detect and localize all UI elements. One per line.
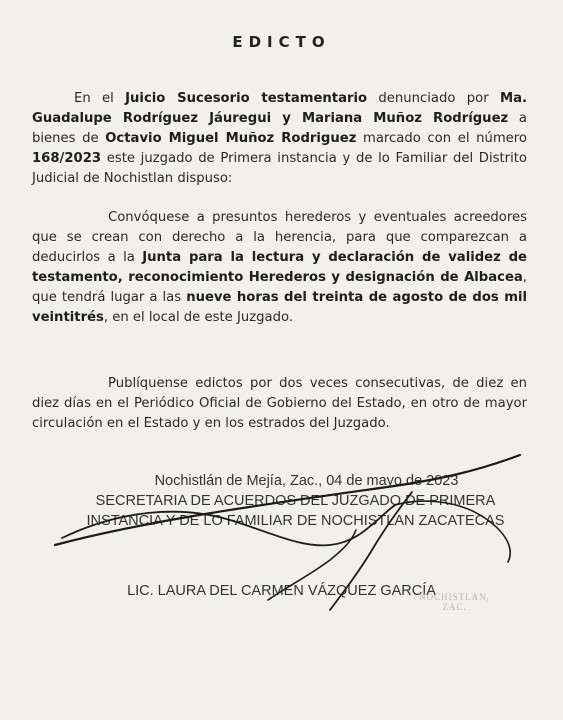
hearing-datetime: nueve horas del treinta de agosto de dos mil veintitrés [32, 290, 527, 325]
claimants: Ma. Guadalupe Rodríguez Jáuregui y Mariana Muñoz Rodríguez [32, 91, 527, 126]
paragraph-summons [32, 208, 527, 328]
text-run: Convóquese a presuntos herederos y eventuales acreedores que se crean con derecho a la herencia, para que comparezcan a deducirlos a la [32, 210, 527, 265]
text-run: este juzgado de Primera instancia y de lo Familiar del Distrito Judicial de Nochistlan dispuso: [32, 151, 527, 186]
faded-stamp: NOCHISTLAN, ZAC. [419, 592, 490, 612]
text-run: En el [74, 91, 126, 106]
deceased-name: Octavio Miguel Muñoz Rodriguez [105, 131, 357, 146]
text-run: a bienes de [32, 111, 527, 146]
place-and-date: Nochistlán de Mejía, Zac., 04 de mayo de 2023 [154, 473, 459, 489]
paragraph-case-intro [32, 89, 527, 189]
text-run: Publíquense edictos por dos veces consecutivas, de diez en diez días en el Periódico Oficial de Gobierno del Estado, en otro de mayor circulación en el Estado y en los estrados del Juzgado. [32, 376, 527, 431]
signature-stroke-tail [395, 501, 510, 562]
document-title: EDICTO [232, 33, 331, 51]
secretary-title-line-1: SECRETARIA DE ACUERDOS DEL JUZGADO DE PRIMERA [95, 493, 496, 509]
text-run: , que tendrá lugar a las [32, 270, 527, 305]
hearing-purpose: Junta para la lectura y declaración de validez de testamento, reconocimiento Herederos y designación de Albacea [32, 250, 528, 285]
text-run: , en el local de este Juzgado. [103, 310, 293, 325]
text-run: denunciado por [367, 91, 500, 106]
text-run: marcado con el número [356, 131, 527, 146]
case-type: Juicio Sucesorio testamentario [125, 91, 368, 106]
signer-name: LIC. LAURA DEL CARMEN VÁZQUEZ GARCÍA [127, 583, 436, 599]
case-number: 168/2023 [32, 151, 102, 166]
secretary-title-line-2: INSTANCIA Y DE LO FAMILIAR DE NOCHISTLAN ZACATECAS [86, 513, 505, 529]
paragraph-publication [32, 374, 527, 434]
